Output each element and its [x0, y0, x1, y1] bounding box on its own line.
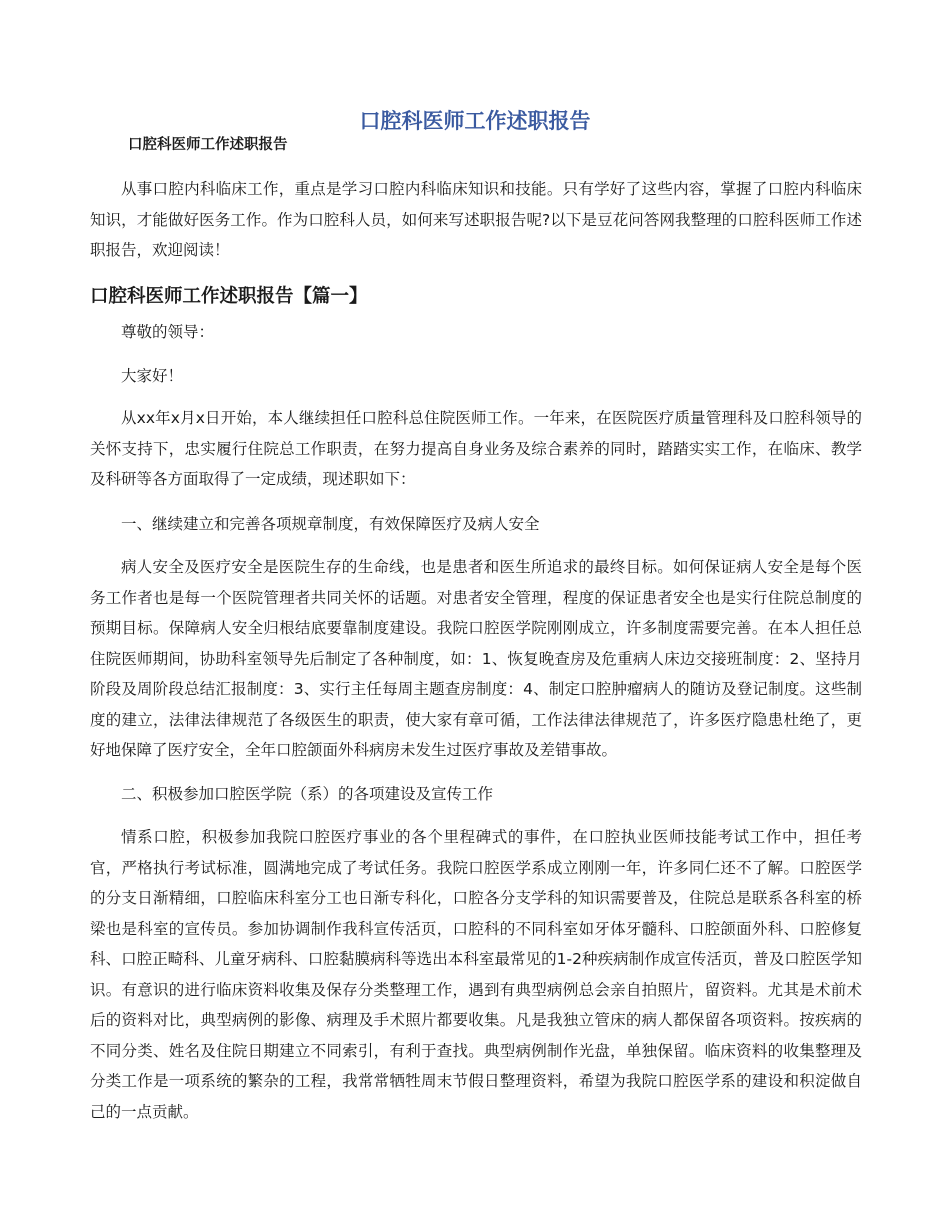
greeting-line: 尊敬的领导：	[121, 323, 215, 341]
section-heading: 口腔科医师工作述职报告【篇一】	[90, 286, 368, 307]
intro-paragraph: 从事口腔内科临床工作，重点是学习口腔内科临床知识和技能。只有学好了这些内容，掌握了口腔内科临床知识，才能做好医务工作。作为口腔科人员，如何来写述职报告呢?以下是豆花问答网我整理的口腔科医师工作述职报告，欢迎阅读！	[90, 180, 862, 259]
hello-line: 大家好！	[121, 367, 184, 385]
point-1-heading: 一、继续建立和完善各项规章制度，有效保障医疗及病人安全	[121, 515, 540, 533]
point-1-body: 病人安全及医疗安全是医院生存的生命线，也是患者和医生所追求的最终目标。如何保证病人安全是每个医务工作者也是每一个医院管理者共同关怀的话题。对患者安全管理，程度的保证患者安全也是实行住院总制度的预期目标。保障病人安全归根结底要靠制度建设。我院口腔医学院刚刚成立，许多制度需要完善。在本人担任总住院医师期间，协助科室领导先后制定了各种制度，如：1、恢复晚查房及危重病人床边交接班制度：2、坚持月阶段及周阶段总结汇报制度：3、实行主任每周主题查房制度：4、制定口腔肿瘤病人的随访及登记制度。这些制度的建立，法律法律规范了各级医生的职责，使大家有章可循，工作法律法律规范了，许多医疗隐患杜绝了，更好地保障了医疗安全，全年口腔颌面外科病房未发生过医疗事故及差错事故。	[90, 558, 862, 759]
point-2-body: 情系口腔，积极参加我院口腔医疗事业的各个里程碑式的事件，在口腔执业医师技能考试工作中，担任考官，严格执行考试标准，圆满地完成了考试任务。我院口腔医学系成立刚刚一年，许多同仁还不了解。口腔医学的分支日渐精细，口腔临床科室分工也日渐专科化，口腔各分支学科的知识需要普及，住院总是联系各科室的桥梁也是科室的宣传员。参加协调制作我科宣传活页，口腔科的不同科室如牙体牙髓科、口腔颌面外科、口腔修复科、口腔正畸科、儿童牙病科、口腔黏膜病科等选出本科室最常见的1-2种疾病制作成宣传活页，普及口腔医学知识。有意识的进行临床资料收集及保存分类整理工作，遇到有典型病例总会亲自拍照片，留资料。尤其是术前术后的资料对比，典型病例的影像、病理及手术照片都要收集。凡是我独立管床的病人都保留各项资料。按疾病的不同分类、姓名及住院日期建立不同索引，有利于查找。典型病例制作光盘，单独保留。临床资料的收集整理及分类工作是一项系统的繁杂的工程，我常常牺牲周末节假日整理资料，希望为我院口腔医学系的建设和积淀做自己的一点贡献。	[90, 828, 862, 1121]
point-2-heading: 二、积极参加口腔医学院（系）的各项建设及宣传工作	[121, 785, 494, 803]
document-title: 口腔科医师工作述职报告	[359, 109, 591, 133]
opening-paragraph: 从xx年x月x日开始，本人继续担任口腔科总住院医师工作。一年来，在医院医疗质量管理科及口腔科领导的关怀支持下，忠实履行住院总工作职责，在努力提高自身业务及综合素养的同时，踏踏实实工作，在临床、教学及科研等各方面取得了一定成绩，现述职如下：	[90, 409, 862, 488]
document-subtitle: 口腔科医师工作述职报告	[128, 137, 288, 153]
